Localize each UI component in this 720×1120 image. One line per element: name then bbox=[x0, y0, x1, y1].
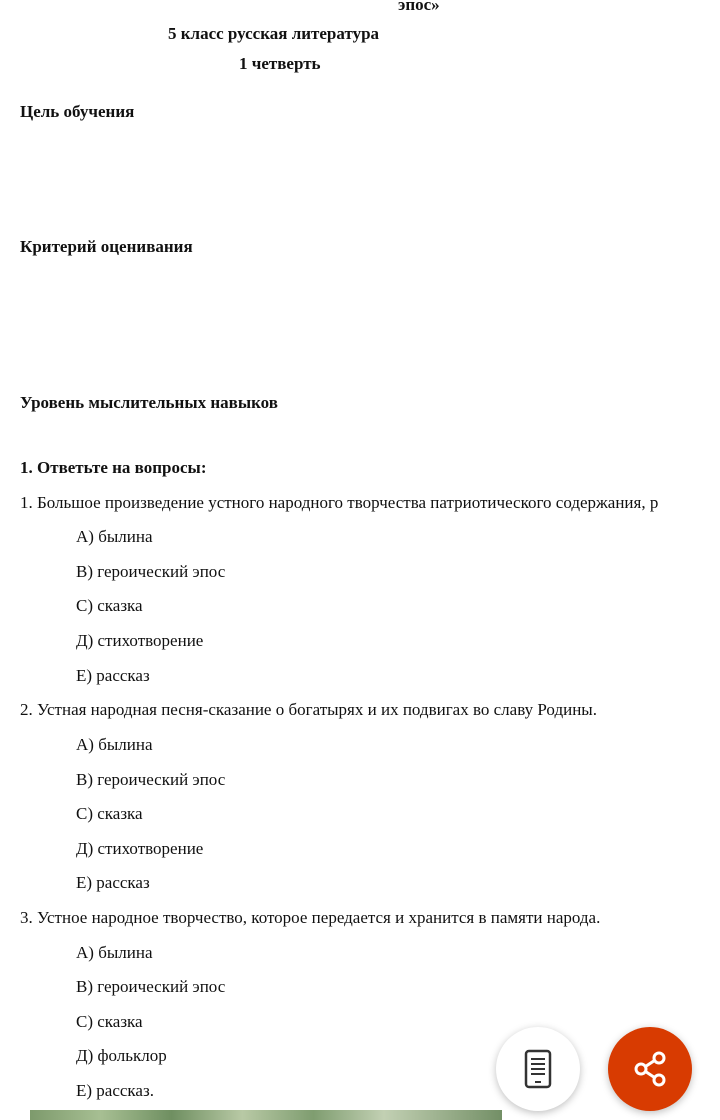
question-3-option-e: Е) рассказ. bbox=[76, 1081, 154, 1100]
question-2-option-a: А) былина bbox=[76, 735, 153, 754]
reader-mode-button[interactable] bbox=[496, 1027, 580, 1111]
share-button[interactable] bbox=[608, 1027, 692, 1111]
question-3-option-c: С) сказка bbox=[76, 1012, 143, 1031]
question-3-option-d: Д) фольклор bbox=[76, 1046, 167, 1065]
quarter-title: 1 четверть bbox=[239, 54, 321, 73]
question-1-option-d: Д) стихотворение bbox=[76, 631, 204, 650]
header-fragment: эпос» bbox=[398, 0, 440, 14]
assessment-criterion-label: Критерий оценивания bbox=[20, 237, 193, 256]
thinking-skills-label: Уровень мыслительных навыков bbox=[20, 393, 278, 412]
question-2-option-d: Д) стихотворение bbox=[76, 839, 204, 858]
question-1-option-b: В) героический эпос bbox=[76, 562, 226, 581]
question-2-option-e: Е) рассказ bbox=[76, 873, 150, 892]
question-2-option-b: В) героический эпос bbox=[76, 770, 226, 789]
question-1-option-a: А) былина bbox=[76, 527, 153, 546]
learning-goal-label: Цель обучения bbox=[20, 102, 135, 121]
question-1-option-e: Е) рассказ bbox=[76, 666, 150, 685]
question-1-option-c: С) сказка bbox=[76, 596, 143, 615]
reader-mode-icon bbox=[524, 1049, 552, 1089]
question-3-option-b: В) героический эпос bbox=[76, 977, 226, 996]
embedded-photo bbox=[30, 1110, 502, 1120]
task-title: 1. Ответьте на вопросы: bbox=[20, 458, 207, 477]
question-3: 3. Устное народное творчество, которое передается и хранится в памяти народа. bbox=[20, 908, 601, 927]
question-2: 2. Устная народная песня-сказание о богатырях и их подвигах во славу Родины. bbox=[20, 700, 597, 719]
subject-title: 5 класс русская литература bbox=[168, 24, 380, 43]
question-1: 1. Большое произведение устного народного творчества патриотического содержания, р bbox=[20, 493, 659, 512]
question-3-option-a: А) былина bbox=[76, 943, 153, 962]
share-icon bbox=[630, 1049, 670, 1089]
question-2-option-c: С) сказка bbox=[76, 804, 143, 823]
